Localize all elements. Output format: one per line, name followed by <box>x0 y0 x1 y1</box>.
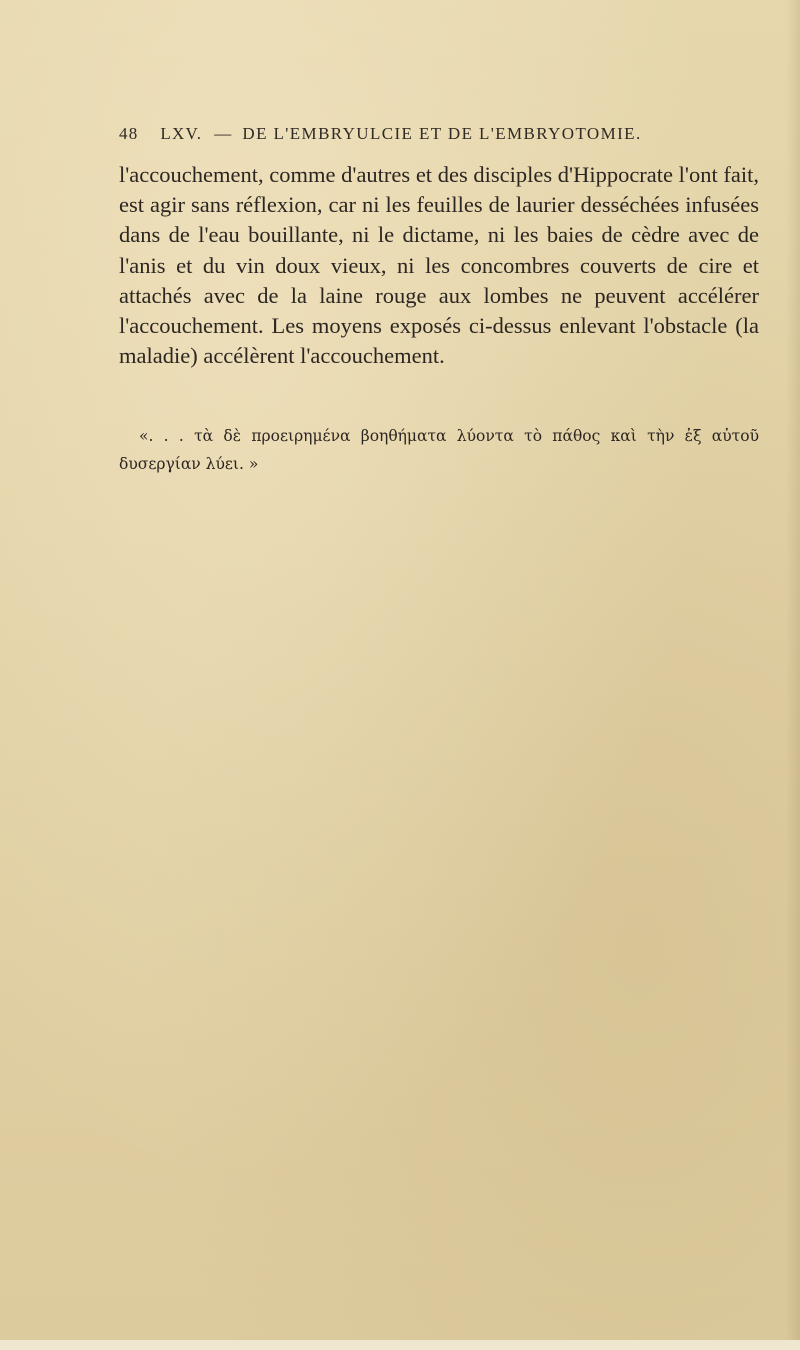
page-bottom-edge <box>0 1340 800 1350</box>
greek-quotation: «. . . τὰ δὲ προειρημένα βοηθήματα λύοντα τὸ πάθος καὶ τὴν ἐξ αὐτοῦ δυσεργίαν λύει. » <box>119 427 759 473</box>
chapter-title: DE L'EMBRYULCIE ET DE L'EMBRYOTOMIE. <box>242 124 642 143</box>
page-number: 48 <box>119 124 139 143</box>
header-dash: — <box>214 124 233 143</box>
chapter-number: LXV. <box>160 124 203 143</box>
running-head <box>119 124 759 150</box>
page-edge-shadow <box>786 0 800 1350</box>
body-paragraph: l'accouchement, comme d'autres et des disciples d'Hippocrate l'ont fait, est agir sans réflexion, car ni les feuilles de laurier desséchées infusées dans de l'eau bouillante, ni le dictame, ni les baies de cèdre avec de l'anis et du vin doux vieux, ni les concombres couverts de cire et attachés avec de la laine rouge aux lombes ne peuvent accélérer l'accouchement. Les moyens exposés ci-dessus enlevant l'obstacle (la maladie) accélèrent l'accouchement. <box>119 162 759 369</box>
